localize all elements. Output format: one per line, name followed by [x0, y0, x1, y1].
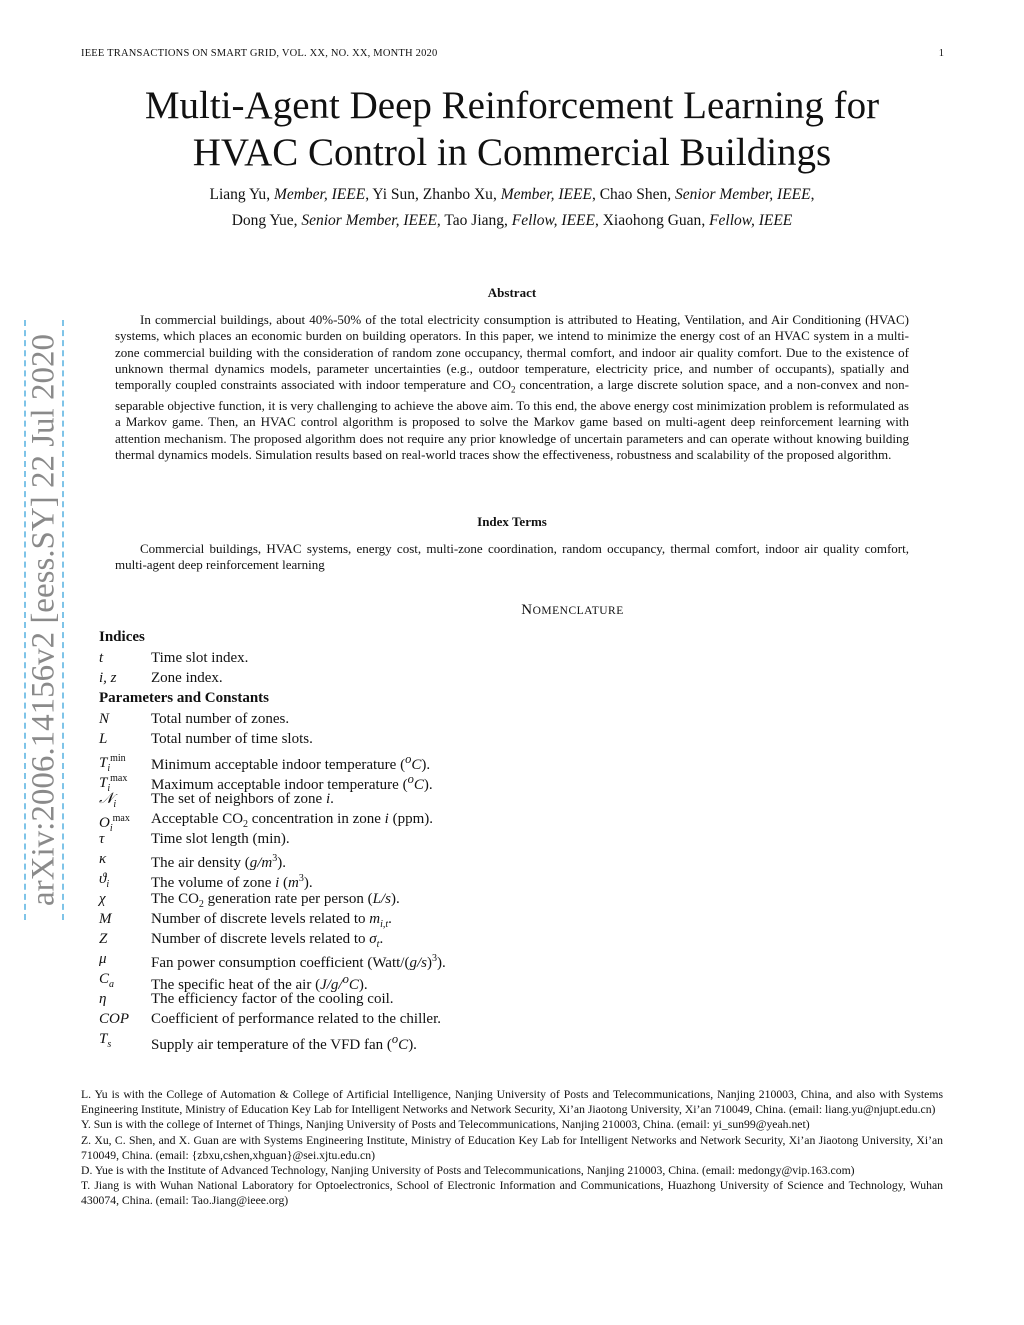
abstract-text-part-2: concentration, a large discrete solution space, and a non-convex and non-separable objective function, it is very challenging to achieve the above aim. To this end, the above energy cost minimization problem is reformulated as a Markov game. Then, an HVAC control algorithm is proposed to solve the Markov game based on multi-agent deep reinforcement learning with attention mechanism. The proposed algorithm does not require any prior knowledge of uncertain parameters and can operate without knowing building thermal dynamics models. Simulation results based on real-world traces show the effectiveness, robustness and scalability of the proposed algorithm.	[115, 377, 909, 462]
nomenclature-heading: NOMENCLATURE	[521, 602, 624, 618]
nomenclature-list	[99, 627, 599, 1053]
nomenclature-row: $ϑ_i$ The volume of zone i $(m^3)$.	[99, 871, 313, 891]
nomenclature-row: μ Fan power consumption coefficient $(Watt/(g/s)^3)$.	[99, 951, 446, 971]
author-role: Member, IEEE	[500, 186, 592, 203]
nomenclature-row: Z Number of discrete levels related to $\sigma_t$.	[99, 931, 384, 950]
nomenclature-row: M Number of discrete levels related to $m_{i,t}$.	[99, 911, 392, 930]
author-role: Fellow, IEEE	[511, 212, 595, 229]
abstract-heading: Abstract	[487, 285, 537, 300]
footnote-item: Z. Xu, C. Shen, and X. Guan are with Systems Engineering Institute, Ministry of Education Key Lab for Intelligent Networks and Network Security, Xi’an Jiaotong University, Xi’an 710049, China. (email: {zbxu,cshen,xhguan}@sei.xjtu.edu.cn)	[81, 1133, 943, 1162]
page-number: 1	[938, 48, 944, 59]
nomenclature-row: $T_i^{min}$ Minimum acceptable indoor temperature ($^o$C).	[99, 752, 431, 774]
nomenclature-row: 𝒩$_i$ The set of neighbors of zone i.	[99, 791, 334, 810]
arxiv-sidebar	[24, 320, 64, 920]
arxiv-stamp: arXiv:2006.14156v2 [eess.SY] 22 Jul 2020	[25, 334, 62, 906]
nomenclature-row: t Time slot index.	[99, 650, 249, 666]
abstract-text-part-1: In commercial buildings, about 40%-50% of the total electricity consumption is attributed to Heating, Ventilation, and Air Conditioning (HVAC) systems, which places an economic burden on building operators. In this paper, we intend to minimize the energy cost of an HVAC system in a multi-zone commercial building with the consideration of random zone occupancy, thermal comfort, and indoor air quality comfort. Due to the existence of unknown thermal dynamics models, parameter uncertainties (e.g., outdoor temperature, electricity price, and number of occupants), spatially and temporally coupled constraints associated with indoor temperature and CO	[115, 312, 909, 393]
journal-header: IEEE TRANSACTIONS ON SMART GRID, VOL. XX, NO. XX, MONTH 2020	[81, 48, 438, 59]
nomenclature-row: $C_a$ The specific heat of the air (J/g/$^o$C).	[99, 971, 368, 993]
nomenclature-row: $T_i^{max}$ Maximum acceptable indoor temperature ($^o$C).	[99, 772, 433, 794]
nomenclature-row: L Total number of time slots.	[99, 731, 313, 747]
author-name: Chao Shen	[599, 186, 668, 203]
index-terms-heading: Index Terms	[477, 514, 547, 529]
author-list	[80, 182, 944, 234]
indices-heading: Indices	[99, 629, 145, 645]
abstract-body: In commercial buildings, about 40%-50% of the total electricity consumption is attributed to Heating, Ventilation, and Air Conditioning (HVAC) systems, which places an economic burden on building operators. In this paper, we intend to minimize the energy cost of an HVAC system in a multi-zone commercial building with the consideration of random zone occupancy, thermal comfort, and indoor air quality comfort. Due to the existence of unknown thermal dynamics models, parameter uncertainties (e.g., outdoor temperature, electricity price, and number of occupants), spatially and temporally coupled constraints associated with indoor temperature and $CO_2$ concentration, a large discrete solution space, and a non-convex and non-separable objective function, it is very challenging to achieve the above aim. To this end, the above energy cost minimization problem is reformulated as a Markov game. Then, an HVAC control algorithm is proposed to solve the Markov game based on multi-agent deep reinforcement learning with attention mechanism. The proposed algorithm does not require any prior knowledge of uncertain parameters and can operate without knowing building thermal dynamics models. Simulation results based on real-world traces show the effectiveness, robustness and scalability of the proposed algorithm.	[115, 312, 909, 462]
footnote-item: T. Jiang is with Wuhan National Laboratory for Optoelectronics, School of Electronic Information and Communications, Huazhong University of Science and Technology, Wuhan 430074, China. (email: Tao.Jiang@ieee.org)	[81, 1179, 943, 1208]
author-name: Tao Jiang	[444, 212, 505, 229]
title-line-1: Multi-Agent Deep Reinforcement Learning for	[144, 84, 880, 127]
nomenclature-row: COP Coefficient of performance related to the chiller.	[99, 1011, 442, 1027]
author-role: Senior Member, IEEE	[675, 186, 811, 203]
author-role: Senior Member, IEEE	[301, 212, 437, 229]
author-name: Yi Sun	[372, 186, 416, 203]
author-line-1: Liang Yu, Member, IEEE, Yi Sun, Zhanbo Xu, Member, IEEE, Chao Shen, Senior Member, IEEE,	[209, 186, 815, 203]
parameters-heading: Parameters and Constants	[99, 690, 269, 706]
author-role: Fellow, IEEE	[709, 212, 793, 229]
author-role: Member, IEEE	[273, 186, 366, 203]
nomenclature-row: i, z Zone index.	[99, 670, 223, 686]
footnote-item: D. Yue is with the Institute of Advanced Technology, Nanjing University of Posts and Telecommunications, Nanjing 210003, China. (email: medongy@vip.163.com)	[81, 1164, 855, 1178]
paper-title	[80, 82, 944, 176]
footnote-item: Y. Sun is with the college of Internet of Things, Nanjing University of Posts and Telecommunications, Nanjing 210003, China. (email: yi_sun99@yeah.net)	[81, 1118, 810, 1132]
nomenclature-row: τ Time slot length (min).	[99, 831, 290, 847]
author-name: Zhanbo Xu	[422, 186, 493, 203]
author-name: Liang Yu	[209, 186, 267, 203]
title-line-2: HVAC Control in Commercial Buildings	[192, 131, 832, 174]
footnotes	[81, 1087, 943, 1209]
index-terms-body: Commercial buildings, HVAC systems, energy cost, multi-zone coordination, random occupancy, thermal comfort, indoor air quality comfort, multi-agent deep reinforcement learning	[115, 541, 909, 573]
author-line-2: Dong Yue, Senior Member, IEEE, Tao Jiang, Fellow, IEEE, Xiaohong Guan, Fellow, IEEE	[231, 212, 793, 229]
author-name: Xiaohong Guan	[602, 212, 702, 229]
author-name: Dong Yue	[231, 212, 294, 229]
nomenclature-row: $T_s$ Supply air temperature of the VFD fan ($^o$C).	[99, 1031, 417, 1053]
nomenclature-row: χ The $CO_2$ generation rate per person (L/s).	[99, 891, 400, 910]
nomenclature-row: κ The air density $(g/m^3)$.	[99, 851, 286, 871]
footnote-item: L. Yu is with the College of Automation & College of Artificial Intelligence, Nanjing University of Posts and Telecommunications, Nanjing 210003, China, and also with Systems Engineering Institute, Ministry of Education Key Lab for Intelligent Networks and Network Security, Xi’an Jiaotong University, Xi’an 710049, China. (email: liang.yu@njupt.edu.cn)	[81, 1088, 943, 1117]
nomenclature-row: η The efficiency factor of the cooling coil.	[99, 991, 394, 1007]
nomenclature-row: $O_i^{max}$ Acceptable $CO_2$ concentration in zone i (ppm).	[99, 811, 434, 834]
nomenclature-row: N Total number of zones.	[99, 711, 290, 727]
